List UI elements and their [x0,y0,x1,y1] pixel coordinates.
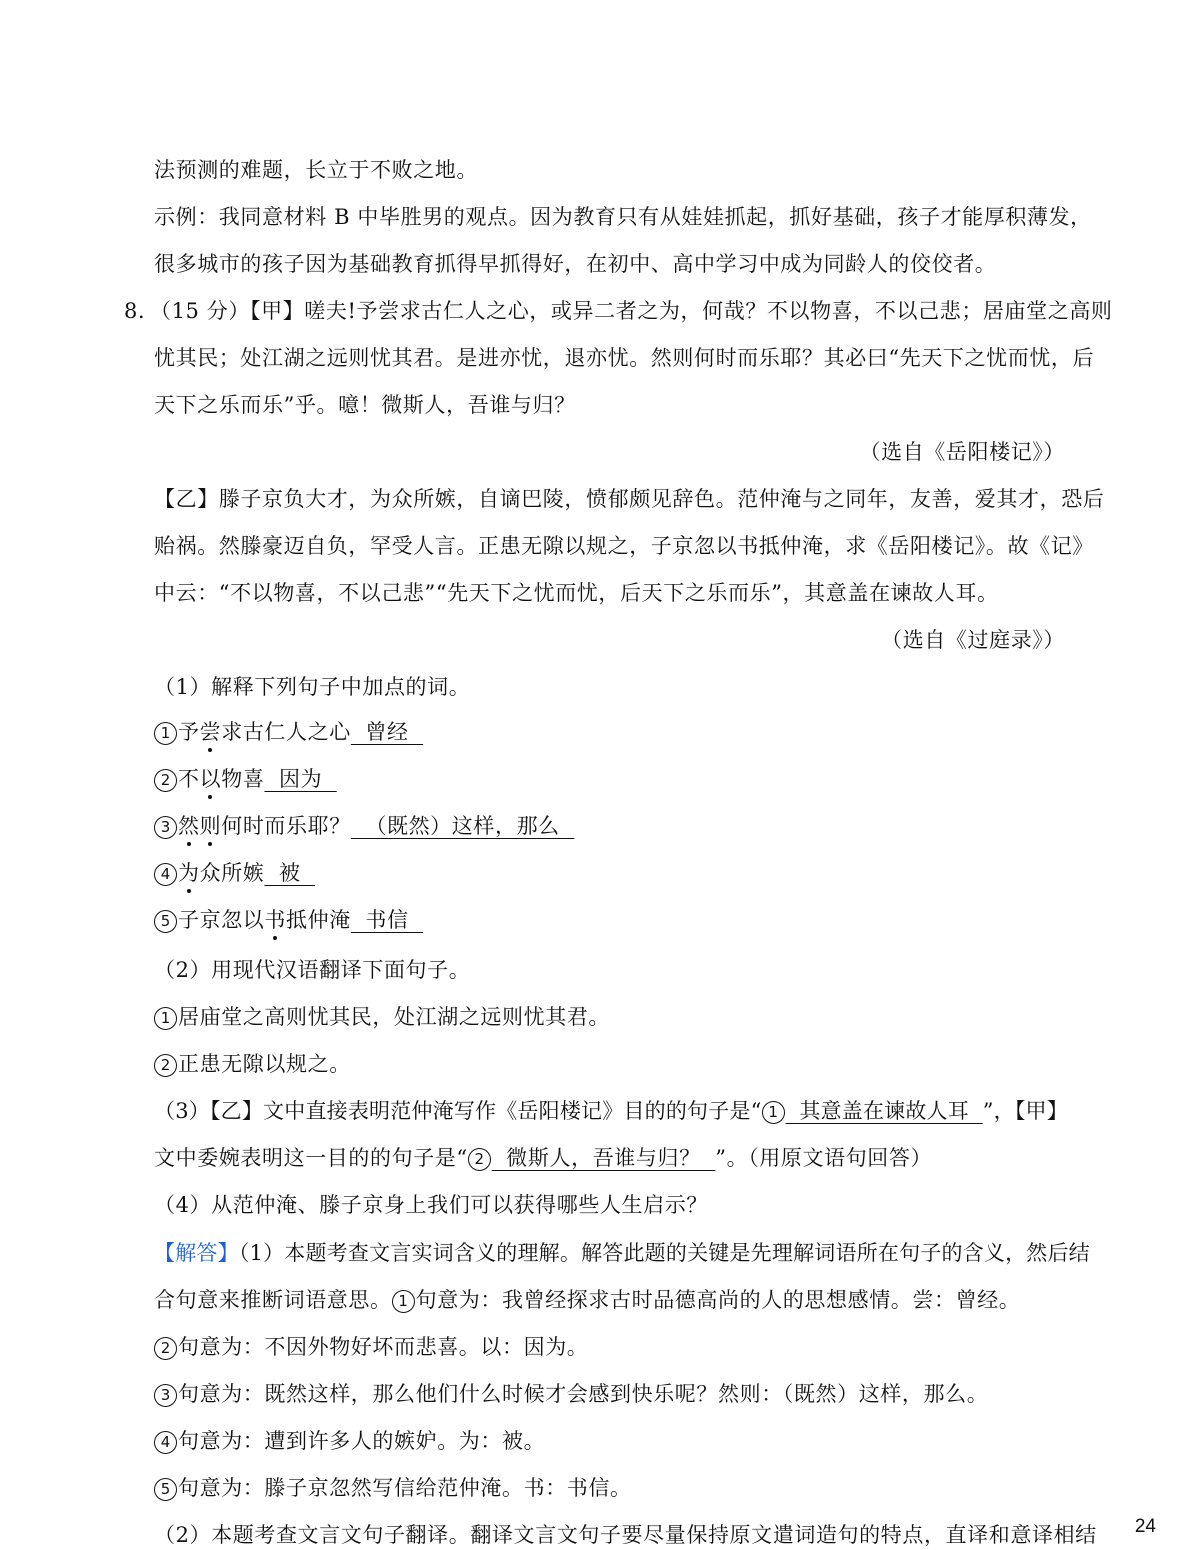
source-citation: （选自《过庭录》） [881,628,1065,652]
translation-item: 1 居庙堂之高则忧其民，处江湖之远则忧其君。 [154,1002,610,1032]
answer-tag: 【解答】 [154,1241,239,1265]
text-line: （15 分）【甲】嗟夫!予尝求古仁人之心，或异二者之为，何哉？不以物喜，不以己悲；居庙堂之高则 [150,299,1113,323]
text-line: 2 句意为：不因外物好坏而悲喜。以：因为。 [154,1332,588,1362]
text-line: 中云：“不以物喜，不以己悲”“先天下之忧而忧，后天下之乐而乐”，其意盖在谏故人耳。 [154,581,999,605]
text-line: 示例：我同意材料 B 中毕胜男的观点。因为教育只有从娃娃抓起，抓好基础，孩子才能厚积薄发， [154,205,1092,229]
translation-item: 2 正患无隙以规之。 [154,1049,351,1079]
answer-item: 2 不以物喜 因为 [154,764,337,794]
text-line: 4 句意为：遭到许多人的嫉妒。为：被。 [154,1426,545,1456]
sub-question: （4）从范仲淹、滕子京身上我们可以获得哪些人生启示？ [154,1193,708,1217]
answer-item: 5 子京忽以书抵仲淹 书信 [154,905,423,935]
text-line: （2）本题考查文言文句子翻译。翻译文言文句子要尽量保持原文遣词造句的特点，直译和意译相结 [154,1523,1097,1547]
text-line: 很多城市的孩子因为基础教育抓得早抓得好，在初中、高中学习中成为同龄人的佼佼者。 [154,252,997,276]
answer-item: 3 然则何时而乐耶？ （既然）这样，那么 [154,811,574,841]
text-line: 合句意来推断词语意思。 1 句意为：我曾经探求古时品德高尚的人的思想感情。尝：曾经。 [154,1288,1021,1312]
text-line: 【乙】滕子京负大才，为众所嫉，自谪巴陵，愤郁颇见辞色。范仲淹与之同年，友善，爱其才，恐后 [154,487,1105,511]
text-line: 3 句意为：既然这样，那么他们什么时候才会感到快乐呢？然则：（既然）这样，那么。 [154,1379,988,1409]
text-line: 忧其民；处江湖之远则忧其君。是进亦忧，退亦忧。然则何时而乐耶？其必曰“先天下之忧而忧，后 [154,346,1095,370]
source-citation: （选自《岳阳楼记》） [859,440,1065,464]
question-number: 8． [124,299,160,323]
text-line: 贻祸。然滕豪迈自负，罕受人言。正患无隙以规之，子京忽以书抵仲淹，求《岳阳楼记》。故《记》 [154,534,1094,558]
text-line: 天下之乐而乐”乎。噫！微斯人，吾谁与归？ [154,393,576,417]
answer-item: 1 予尝求古仁人之心 曾经 [154,717,423,747]
text-line: 法预测的难题，长立于不败之地。 [154,158,478,182]
page-number: 24 [1134,1516,1156,1537]
sub-question: 文中委婉表明这一目的的句子是“ 2 微斯人，吾谁与归？ ”。（用原文语句回答） [154,1146,933,1170]
sub-question: （2）用现代汉语翻译下面句子。 [154,958,471,982]
sub-question: （1）解释下列句子中加点的词。 [154,675,471,699]
answer-item: 4 为众所嫉 被 [154,858,315,888]
answer-explanation: 【解答】（1）本题考查文言实词含义的理解。解答此题的关键是先理解词语所在句子的含义，然后结 [154,1241,1090,1265]
sub-question: （3）【乙】文中直接表明范仲淹写作《岳阳楼记》目的的句子是“ 1 其意盖在谏故人耳 ”，【甲】 [154,1099,1068,1123]
text-line: 5 句意为：滕子京忽然写信给范仲淹。书：书信。 [154,1473,632,1503]
